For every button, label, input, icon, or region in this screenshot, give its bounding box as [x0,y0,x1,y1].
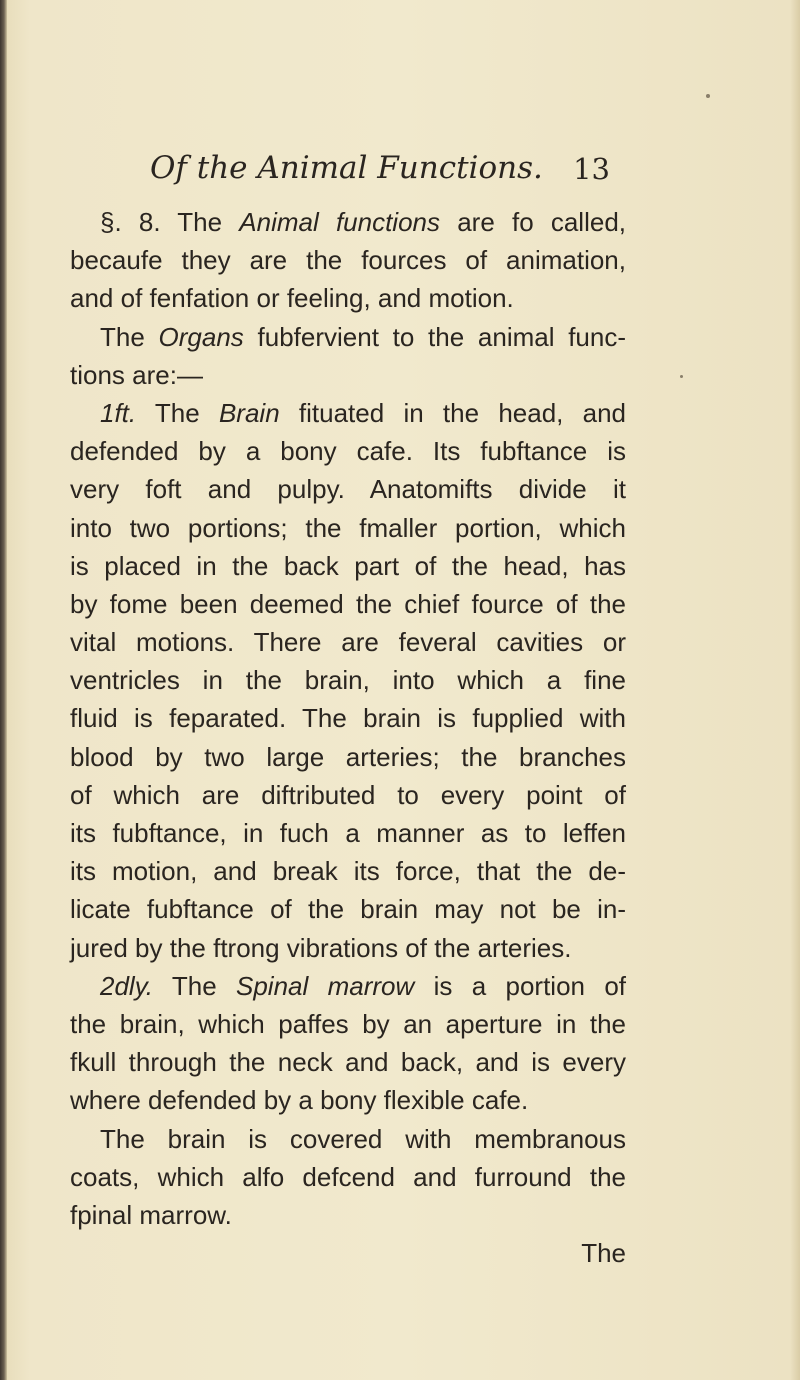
text-line [70,279,626,317]
text-segment: §. 8. The [100,207,240,237]
text-line [70,1081,626,1119]
text-line [70,1120,626,1158]
text-segment: The [100,321,159,352]
text-line [70,661,626,699]
text-segment: is a portion of [414,970,627,1001]
text-line [70,929,626,967]
text-line [70,470,626,508]
text-segment: is placed in the back part of the head, has [70,550,626,581]
text-segment: The [136,397,219,428]
text-segment: into two portions; the fmaller portion, which [70,512,626,543]
text-segment: the brain, which paffes by an aperture in the [70,1008,626,1039]
text-line [70,1158,626,1196]
paper-speck [680,375,683,378]
text-line [70,509,626,547]
italic-text: 1ft. [100,397,137,428]
text-line [70,814,626,852]
text-line [70,356,626,394]
text-line [70,1196,626,1234]
italic-text: Spinal marrow [236,970,415,1001]
page-number: 13 [573,152,610,186]
paper-speck [706,94,710,98]
text-segment: fkull through the neck and back, and is every [70,1047,626,1078]
text-segment: very foft and pulpy. Anatomifts divide it [70,474,626,505]
text-line [70,432,626,470]
book-spine-edge [0,0,7,1380]
text-segment: ventricles in the brain, into which a fine [70,665,626,696]
text-segment: fluid is feparated. The brain is fupplied with [70,703,626,734]
text-line [70,738,626,776]
text-segment: fpinal marrow. [70,1199,232,1230]
text-segment: The [153,970,236,1001]
running-title: Of the Animal Functions. [150,150,543,186]
text-segment: coats, which alfo defcend and furround the [70,1161,626,1192]
text-segment: defended by a bony cafe. Its fubftance is [70,436,626,467]
text-line [70,776,626,814]
text-segment: its motion, and break its force, that the de- [70,856,626,887]
text-segment: of which are diftributed to every point of [70,779,626,810]
text-segment: becaufe they are the fources of animation, [70,245,626,276]
italic-text: 2dly. [100,970,153,1001]
text-segment: The brain is covered with membranous [100,1123,626,1154]
text-line [70,203,626,241]
italic-text: Organs [158,321,244,352]
text-line [70,394,626,432]
text-segment: and of fenfation or feeling, and motion. [70,283,514,314]
text-line [70,585,626,623]
text-segment: jured by the ftrong vibrations of the arteries. [70,932,572,963]
text-segment: by fome been deemed the chief fource of the [70,588,626,619]
text-line [70,623,626,661]
text-line [70,890,626,928]
text-segment: blood by two large arteries; the branches [70,741,626,772]
body-text [70,203,626,1272]
text-line [70,547,626,585]
text-line [70,699,626,737]
text-segment: licate fubftance of the brain may not be in- [70,894,626,925]
text-segment: tions are:— [70,359,203,390]
page-header [150,150,610,200]
italic-text: Animal functions [239,207,441,237]
text-line [70,1043,626,1081]
text-line [70,852,626,890]
italic-text: Brain [218,397,280,428]
text-line [70,1005,626,1043]
text-segment: are fo called, [440,207,627,237]
text-segment: its fubftance, in fuch a manner as to leffen [70,818,626,848]
text-line [70,318,626,356]
text-line [70,241,626,279]
text-line [70,967,626,1005]
text-segment: where defended by a bony flexible cafe. [70,1085,529,1116]
text-segment: vital motions. There are feveral cavities or [70,627,626,658]
text-segment: fubfervient to the animal func- [243,321,627,352]
text-segment: fituated in the head, and [279,397,627,428]
catchword: The [581,1238,626,1269]
